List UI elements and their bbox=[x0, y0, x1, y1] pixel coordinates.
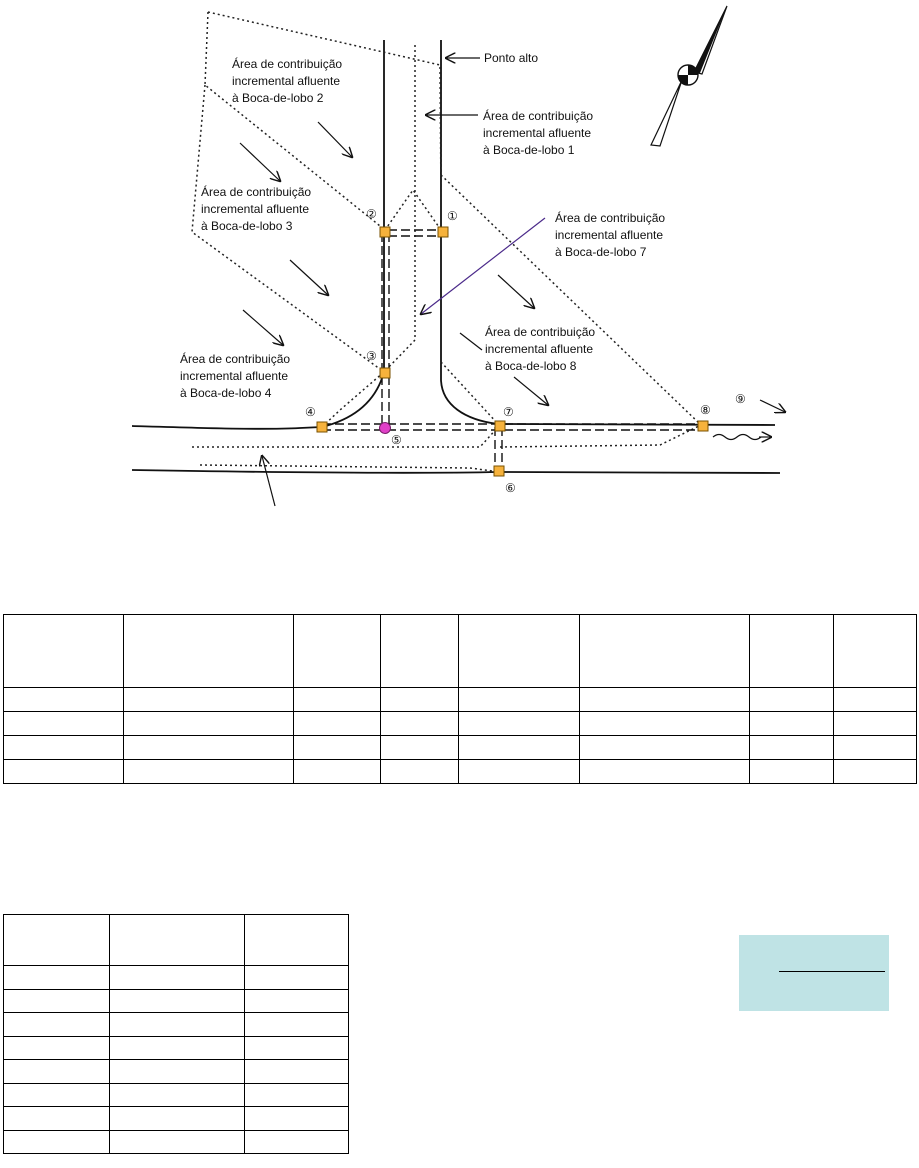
table-cell[interactable] bbox=[245, 1013, 349, 1037]
table-cell[interactable] bbox=[4, 1060, 110, 1084]
table-cell[interactable] bbox=[580, 688, 750, 712]
compass-icon bbox=[651, 6, 727, 146]
table-cell[interactable] bbox=[459, 736, 580, 760]
node-number-4: ④ bbox=[305, 405, 316, 419]
inlet-7 bbox=[495, 421, 505, 431]
svg-text:Área de contribuição: Área de contribuição bbox=[232, 57, 343, 71]
svg-text:à Boca-de-lobo 1: à Boca-de-lobo 1 bbox=[483, 143, 575, 157]
svg-text:Área de contribuição: Área de contribuição bbox=[180, 352, 291, 366]
table-cell[interactable] bbox=[4, 736, 124, 760]
label-area-bl3 bbox=[201, 184, 311, 233]
svg-text:incremental afluente: incremental afluente bbox=[483, 126, 592, 140]
svg-text:Área de contribuição: Área de contribuição bbox=[555, 211, 666, 225]
node-number-1: ① bbox=[447, 209, 458, 223]
table-row bbox=[4, 736, 917, 760]
table-cell[interactable] bbox=[245, 1060, 349, 1084]
table-cell[interactable] bbox=[380, 736, 459, 760]
table-cell[interactable] bbox=[834, 712, 917, 736]
table-cell[interactable] bbox=[109, 1083, 245, 1107]
table-cell[interactable] bbox=[123, 736, 293, 760]
table-cell[interactable] bbox=[459, 712, 580, 736]
node-number-7: ⑦ bbox=[503, 405, 514, 419]
table-cell[interactable] bbox=[4, 760, 124, 784]
table-cell[interactable] bbox=[4, 688, 124, 712]
table-row bbox=[4, 1060, 349, 1084]
table-cell[interactable] bbox=[293, 615, 380, 688]
inlet-3 bbox=[380, 368, 390, 378]
table-cell[interactable] bbox=[4, 915, 110, 966]
label-area-bl7 bbox=[555, 210, 665, 259]
node-number-6: ⑥ bbox=[505, 481, 516, 495]
table-cell[interactable] bbox=[245, 966, 349, 990]
table2-header-row bbox=[4, 915, 349, 966]
bl8-pointer-line bbox=[460, 333, 482, 350]
table-cell[interactable] bbox=[293, 736, 380, 760]
node-number-8: ⑧ bbox=[700, 403, 711, 417]
inlet-1 bbox=[438, 227, 448, 237]
table-cell[interactable] bbox=[834, 615, 917, 688]
node-number-2: ② bbox=[366, 207, 377, 221]
table-cell[interactable] bbox=[245, 1083, 349, 1107]
table-cell[interactable] bbox=[123, 760, 293, 784]
table-cell[interactable] bbox=[109, 915, 245, 966]
table-row bbox=[4, 989, 349, 1013]
table-row bbox=[4, 1036, 349, 1060]
table-cell[interactable] bbox=[380, 712, 459, 736]
table-cell[interactable] bbox=[109, 989, 245, 1013]
table-cell[interactable] bbox=[245, 1107, 349, 1131]
table-cell[interactable] bbox=[750, 712, 834, 736]
svg-text:incremental afluente: incremental afluente bbox=[180, 369, 289, 383]
table-cell[interactable] bbox=[4, 989, 110, 1013]
table-cell[interactable] bbox=[380, 615, 459, 688]
table-cell[interactable] bbox=[459, 688, 580, 712]
table-cell[interactable] bbox=[123, 712, 293, 736]
svg-text:incremental afluente: incremental afluente bbox=[232, 74, 341, 88]
label-area-bl2 bbox=[232, 56, 342, 105]
result-fraction-line bbox=[779, 971, 885, 972]
svg-text:Área de contribuição: Área de contribuição bbox=[485, 325, 596, 339]
node-number-9: ⑨ bbox=[735, 392, 746, 406]
table-row bbox=[4, 760, 917, 784]
table-cell[interactable] bbox=[4, 1013, 110, 1037]
table-cell[interactable] bbox=[580, 615, 750, 688]
label-area-bl1 bbox=[483, 108, 593, 157]
table-cell[interactable] bbox=[245, 989, 349, 1013]
table-cell[interactable] bbox=[123, 615, 293, 688]
table-cell[interactable] bbox=[4, 1083, 110, 1107]
table-row bbox=[4, 1130, 349, 1154]
table-cell[interactable] bbox=[750, 615, 834, 688]
svg-text:à Boca-de-lobo 3: à Boca-de-lobo 3 bbox=[201, 219, 293, 233]
label-ponto-alto: Ponto alto bbox=[484, 51, 539, 65]
table-cell[interactable] bbox=[750, 760, 834, 784]
table-row bbox=[4, 1083, 349, 1107]
table-cell[interactable] bbox=[459, 760, 580, 784]
inlet-2 bbox=[380, 227, 390, 237]
inlet-8 bbox=[698, 421, 708, 431]
table-cell[interactable] bbox=[834, 736, 917, 760]
table-cell[interactable] bbox=[293, 712, 380, 736]
table-cell[interactable] bbox=[293, 688, 380, 712]
table-cell[interactable] bbox=[109, 966, 245, 990]
manhole-5 bbox=[380, 423, 391, 434]
table-cell[interactable] bbox=[750, 736, 834, 760]
data-table-1 bbox=[3, 614, 917, 784]
table-cell[interactable] bbox=[4, 1130, 110, 1154]
table-cell[interactable] bbox=[834, 760, 917, 784]
drainage-diagram bbox=[0, 0, 919, 520]
table-cell[interactable] bbox=[580, 712, 750, 736]
node-number-3: ③ bbox=[366, 349, 377, 363]
table-cell[interactable] bbox=[459, 615, 580, 688]
label-area-bl8 bbox=[485, 324, 595, 373]
table-cell[interactable] bbox=[245, 1130, 349, 1154]
table-cell[interactable] bbox=[4, 966, 110, 990]
table-cell[interactable] bbox=[4, 615, 124, 688]
table-cell[interactable] bbox=[245, 915, 349, 966]
table-row bbox=[4, 1013, 349, 1037]
table-cell[interactable] bbox=[380, 688, 459, 712]
svg-text:à Boca-de-lobo 7: à Boca-de-lobo 7 bbox=[555, 245, 647, 259]
table-cell[interactable] bbox=[293, 760, 380, 784]
result-box bbox=[739, 935, 889, 1011]
table-cell[interactable] bbox=[4, 1036, 110, 1060]
table-cell[interactable] bbox=[4, 1107, 110, 1131]
label-area-bl4 bbox=[180, 351, 290, 400]
inlet-6 bbox=[494, 466, 504, 476]
table-row bbox=[4, 712, 917, 736]
table-row bbox=[4, 1107, 349, 1131]
svg-text:incremental afluente: incremental afluente bbox=[201, 202, 310, 216]
table-cell[interactable] bbox=[109, 1013, 245, 1037]
table-cell[interactable] bbox=[380, 760, 459, 784]
svg-text:Área de contribuição: Área de contribuição bbox=[483, 109, 594, 123]
svg-text:Área de contribuição: Área de contribuição bbox=[201, 185, 312, 199]
table-cell[interactable] bbox=[245, 1036, 349, 1060]
svg-text:incremental afluente: incremental afluente bbox=[555, 228, 664, 242]
table-cell[interactable] bbox=[580, 760, 750, 784]
node-number-5: ⑤ bbox=[391, 433, 402, 447]
svg-text:à Boca-de-lobo 4: à Boca-de-lobo 4 bbox=[180, 386, 272, 400]
table-cell[interactable] bbox=[750, 688, 834, 712]
svg-text:incremental afluente: incremental afluente bbox=[485, 342, 594, 356]
table-cell[interactable] bbox=[123, 688, 293, 712]
table-cell[interactable] bbox=[109, 1036, 245, 1060]
data-table-2 bbox=[3, 914, 349, 1154]
table-cell[interactable] bbox=[834, 688, 917, 712]
svg-text:à Boca-de-lobo 2: à Boca-de-lobo 2 bbox=[232, 91, 324, 105]
svg-text:à Boca-de-lobo 8: à Boca-de-lobo 8 bbox=[485, 359, 577, 373]
table1-header-row bbox=[4, 615, 917, 688]
table-cell[interactable] bbox=[109, 1130, 245, 1154]
table-row bbox=[4, 688, 917, 712]
outlet-wave bbox=[713, 435, 761, 440]
inlet-4 bbox=[317, 422, 327, 432]
table-cell[interactable] bbox=[109, 1107, 245, 1131]
table-cell[interactable] bbox=[109, 1060, 245, 1084]
table-row bbox=[4, 966, 349, 990]
table-cell[interactable] bbox=[4, 712, 124, 736]
table-cell[interactable] bbox=[580, 736, 750, 760]
